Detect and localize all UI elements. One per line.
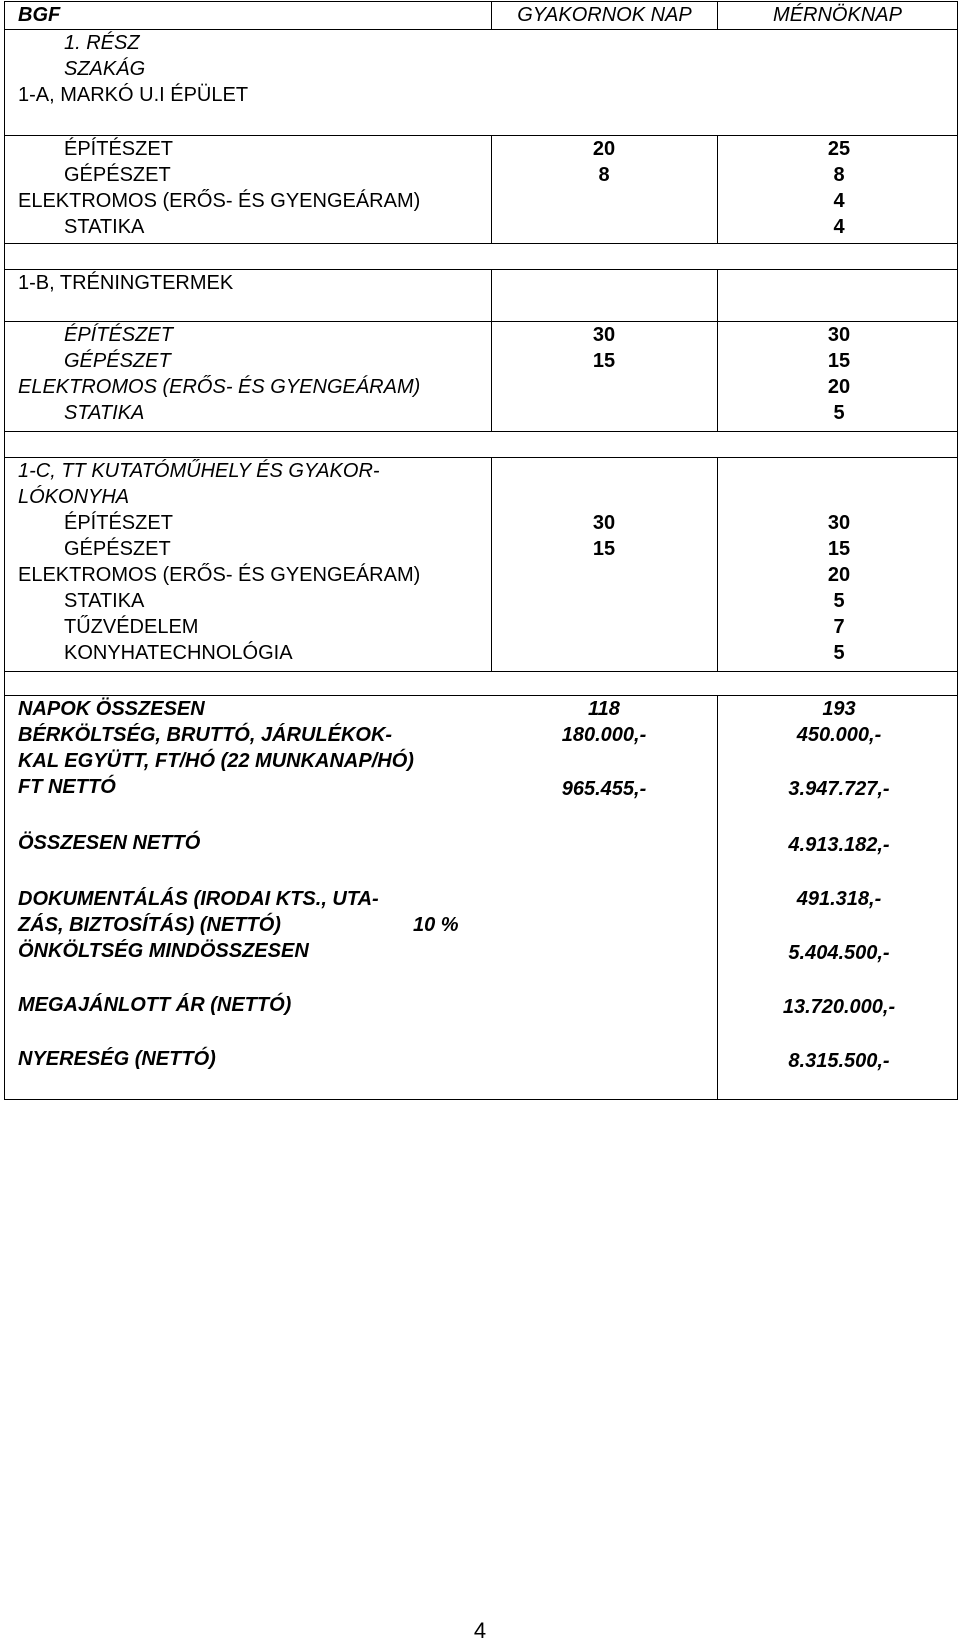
berkoltseg-label-continued: KAL EGYÜTT, FT/HÓ (22 MUNKANAP/HÓ) (18, 750, 414, 772)
section-a-gyakornok-value: 20 (592, 138, 616, 160)
column-divider (717, 135, 718, 244)
table-left-border (4, 1, 5, 1100)
table-bottom-border (4, 1099, 958, 1100)
section-c-row-label: TŰZVÉDELEM (64, 616, 199, 638)
dokumentalas-percent: 10 % (413, 914, 459, 936)
section-c-gyakornok-value: 30 (592, 512, 616, 534)
section-c-row-label: ELEKTROMOS (ERŐS- ÉS GYENGEÁRAM) (18, 564, 421, 586)
section-b-row-label: STATIKA (64, 402, 145, 424)
section-c-row-label: ÉPÍTÉSZET (64, 512, 173, 534)
column-divider (491, 269, 492, 432)
row-divider (4, 243, 958, 244)
header-mernoknap: MÉRNÖKNAP (773, 4, 902, 26)
section-b-mernok-value: 20 (827, 376, 851, 398)
page-number: 4 (473, 1618, 487, 1643)
header-bgf: BGF (18, 4, 61, 26)
section-b-mernok-value: 30 (827, 324, 851, 346)
osszesen-netto-label: ÖSSZESEN NETTÓ (18, 832, 201, 854)
section-c-gyakornok-value: 15 (592, 538, 616, 560)
section-c-title-continued: LÓKONYHA (18, 486, 130, 508)
header-gyakornok-nap: GYAKORNOK NAP (517, 4, 692, 26)
column-divider (717, 695, 718, 1100)
table-right-border (957, 1, 958, 1100)
section-a-mernok-value: 8 (833, 164, 845, 186)
napok-osszesen-mernok: 193 (822, 698, 856, 720)
section-b-mernok-value: 15 (827, 350, 851, 372)
napok-osszesen-label: NAPOK ÖSSZESEN (18, 698, 205, 720)
osszesen-netto-value: 4.913.182,- (788, 834, 890, 856)
section-a-mernok-value: 4 (833, 190, 845, 212)
dokumentalas-label: DOKUMENTÁLÁS (IRODAI KTS., UTA- (18, 888, 379, 910)
section-b-title: 1-B, TRÉNINGTERMEK (18, 272, 234, 294)
nyereseg-label: NYERESÉG (NETTÓ) (18, 1048, 216, 1070)
section-a-row-label: GÉPÉSZET (64, 164, 171, 186)
column-divider (717, 269, 718, 432)
ft-netto-mernok: 3.947.727,- (788, 778, 890, 800)
section-a-row-label: ÉPÍTÉSZET (64, 138, 173, 160)
section-a-mernok-value: 4 (833, 216, 845, 238)
section-c-row-label: KONYHATECHNOLÓGIA (64, 642, 293, 664)
section-c-row-label: GÉPÉSZET (64, 538, 171, 560)
onkoltseg-label: ÖNKÖLTSÉG MINDÖSSZESEN (18, 940, 309, 962)
section-b-row-label: ÉPÍTÉSZET (64, 324, 173, 346)
section-c-mernok-value: 7 (833, 616, 845, 638)
section-c-mernok-value: 20 (827, 564, 851, 586)
column-divider (491, 457, 492, 672)
megajanlott-ar-label: MEGAJÁNLOTT ÁR (NETTÓ) (18, 994, 292, 1016)
section-b-mernok-value: 5 (833, 402, 845, 424)
section-c-mernok-value: 15 (827, 538, 851, 560)
section-c-title: 1-C, TT KUTATÓMŰHELY ÉS GYAKOR- (18, 460, 380, 482)
row-divider (4, 671, 958, 672)
column-divider (491, 135, 492, 244)
section-a-gyakornok-value: 8 (598, 164, 610, 186)
section-a-row-label: ELEKTROMOS (ERŐS- ÉS GYENGEÁRAM) (18, 190, 421, 212)
megajanlott-ar-value: 13.720.000,- (782, 996, 896, 1018)
section-c-mernok-value: 5 (833, 590, 845, 612)
nyereseg-value: 8.315.500,- (788, 1050, 890, 1072)
section-a-mernok-value: 25 (827, 138, 851, 160)
section-c-row-label: STATIKA (64, 590, 145, 612)
section-b-row-label: GÉPÉSZET (64, 350, 171, 372)
section-c-mernok-value: 30 (827, 512, 851, 534)
berkoltseg-gyakornok: 180.000,- (561, 724, 647, 746)
berkoltseg-label: BÉRKÖLTSÉG, BRUTTÓ, JÁRULÉKOK- (18, 724, 393, 746)
napok-osszesen-gyakornok: 118 (588, 698, 620, 720)
column-divider (717, 457, 718, 672)
section-a-row-label: STATIKA (64, 216, 145, 238)
cost-table (4, 1, 958, 1100)
section-a-title: 1-A, MARKÓ U.I ÉPÜLET (18, 84, 249, 106)
part-label: 1. RÉSZ (64, 32, 140, 54)
szakag-label: SZAKÁG (64, 58, 146, 80)
section-b-row-label: ELEKTROMOS (ERŐS- ÉS GYENGEÁRAM) (18, 376, 421, 398)
ft-netto-gyakornok: 965.455,- (561, 778, 647, 800)
onkoltseg-value: 5.404.500,- (788, 942, 890, 964)
berkoltseg-mernok: 450.000,- (796, 724, 882, 746)
section-b-gyakornok-value: 30 (592, 324, 616, 346)
row-divider (4, 29, 958, 30)
row-divider (4, 431, 958, 432)
section-c-mernok-value: 5 (833, 642, 845, 664)
dokumentalas-value: 491.318,- (796, 888, 882, 910)
ft-netto-label: FT NETTÓ (18, 776, 116, 798)
dokumentalas-label-continued: ZÁS, BIZTOSÍTÁS) (NETTÓ) (18, 914, 281, 936)
section-b-gyakornok-value: 15 (592, 350, 616, 372)
